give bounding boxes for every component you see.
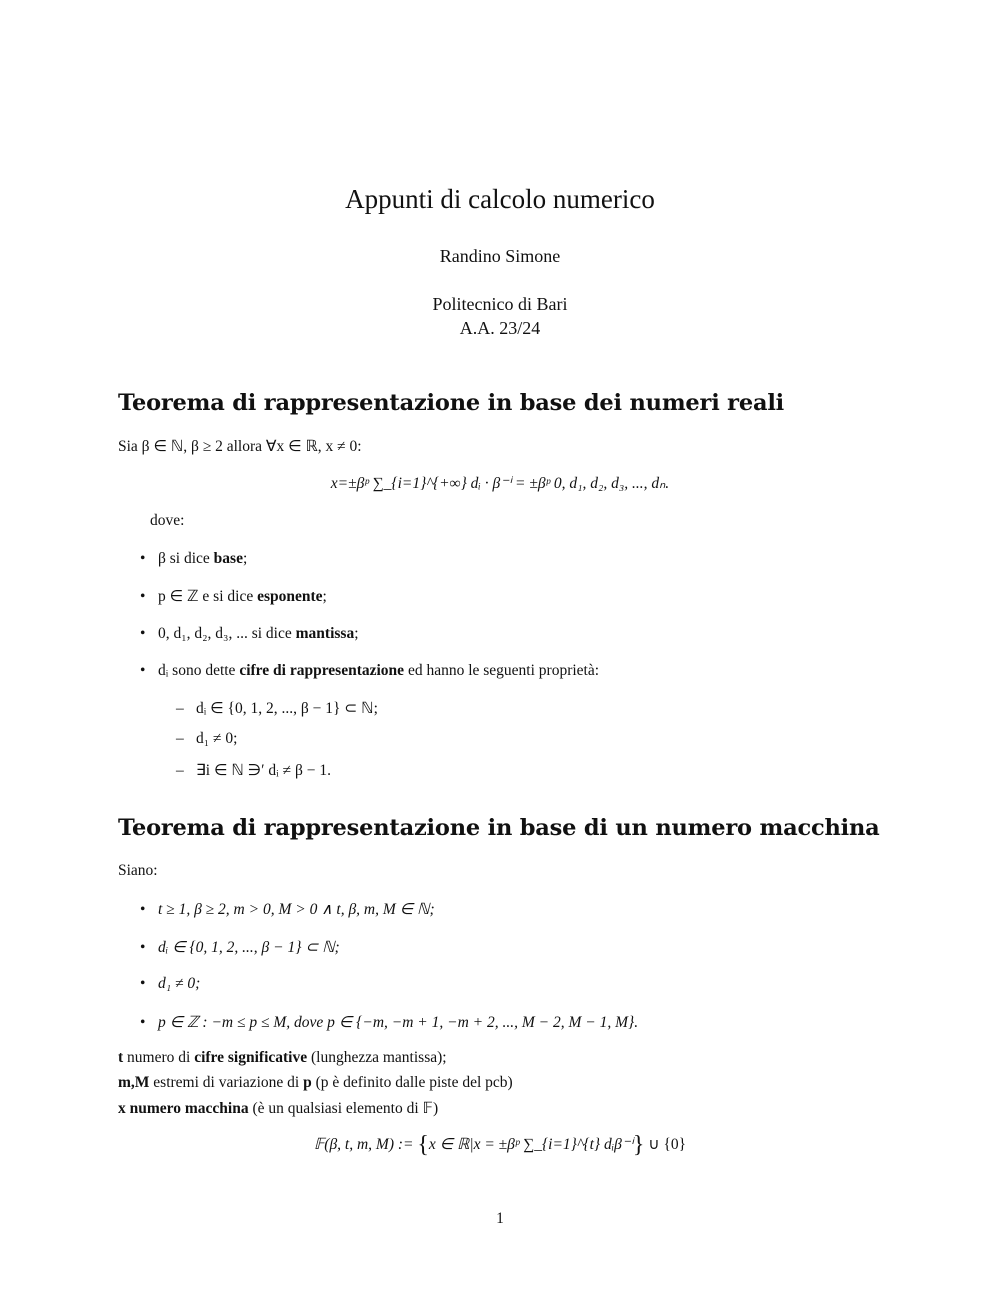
sub-item-first-digit: – d₁ ≠ 0; <box>176 730 238 747</box>
bullet-icon: • <box>140 939 146 956</box>
list-item-cifre: • dᵢ sono dette cifre di rappresentazione ed hanno le seguenti proprietà: <box>140 662 600 679</box>
definition-t: t numero di cifre significative (lunghezza mantissa); <box>118 1049 447 1066</box>
list-item-first-digit: • d₁ ≠ 0; <box>140 975 201 992</box>
bullet-icon: • <box>140 625 146 642</box>
bullet-icon: • <box>140 550 146 567</box>
list-item-digits: • dᵢ ∈ {0, 1, 2, ..., β − 1} ⊂ ℕ; <box>140 939 340 956</box>
dash-icon: – <box>176 730 184 747</box>
list-item-exponent-range: • p ∈ ℤ : −m ≤ p ≤ M, dove p ∈ {−m, −m + 1, −m + 2, ..., M − 2, M − 1, M}. <box>140 1014 639 1031</box>
list-item-mantissa: • 0, d₁, d₂, d₃, ... si dice mantissa; <box>140 625 359 642</box>
machine-set-formula: 𝔽(β, t, m, M) := {x ∈ ℝ|x = ±βᵖ ∑_{i=1}^{t} dᵢβ⁻ⁱ} ∪ {0} <box>313 1132 687 1158</box>
section-heading-real-numbers: Teorema di rappresentazione in base dei numeri reali <box>118 390 785 416</box>
document-title: Appunti di calcolo numerico <box>345 184 655 214</box>
section2-intro: Siano: <box>118 862 158 879</box>
bullet-icon: • <box>140 1014 146 1031</box>
bullet-icon: • <box>140 588 146 605</box>
definition-x: x numero macchina (è un qualsiasi elemento di 𝔽) <box>118 1100 439 1117</box>
document-author: Randino Simone <box>439 246 561 266</box>
list-item-esponente: • p ∈ ℤ e si dice esponente; <box>140 588 327 605</box>
bullet-icon: • <box>140 975 146 992</box>
affiliation-name: Politecnico di Bari <box>432 294 568 314</box>
document-affiliation <box>0 292 1000 340</box>
section1-dove: dove: <box>150 512 185 529</box>
definition-mM: m,M estremi di variazione di p (p è definito dalle piste del pcb) <box>118 1074 513 1091</box>
list-item-parameters: • t ≥ 1, β ≥ 2, m > 0, M > 0 ∧ t, β, m, M ∈ ℕ; <box>140 901 435 918</box>
section1-intro: Sia β ∈ ℕ, β ≥ 2 allora ∀x ∈ ℝ, x ≠ 0: <box>118 438 362 455</box>
left-brace-icon: { <box>417 1132 429 1158</box>
bullet-icon: • <box>140 662 146 679</box>
list-item-base: • β si dice base; <box>140 550 248 567</box>
sub-item-digit-range: – dᵢ ∈ {0, 1, 2, ..., β − 1} ⊂ ℕ; <box>176 700 378 717</box>
sub-item-exists: – ∃i ∈ ℕ ∋′ dᵢ ≠ β − 1. <box>176 762 331 779</box>
dash-icon: – <box>176 762 184 779</box>
bullet-icon: • <box>140 901 146 918</box>
dash-icon: – <box>176 700 184 717</box>
section1-formula: x=±βᵖ ∑_{i=1}^{+∞} dᵢ · β⁻ⁱ = ±βᵖ 0, d₁, d₂, d₃, ..., dₙ. <box>330 475 670 492</box>
page-number: 1 <box>496 1210 504 1227</box>
section-heading-machine-number: Teorema di rappresentazione in base di un numero macchina <box>118 815 880 841</box>
right-brace-icon: } <box>632 1132 645 1158</box>
academic-year: A.A. 23/24 <box>459 318 541 338</box>
